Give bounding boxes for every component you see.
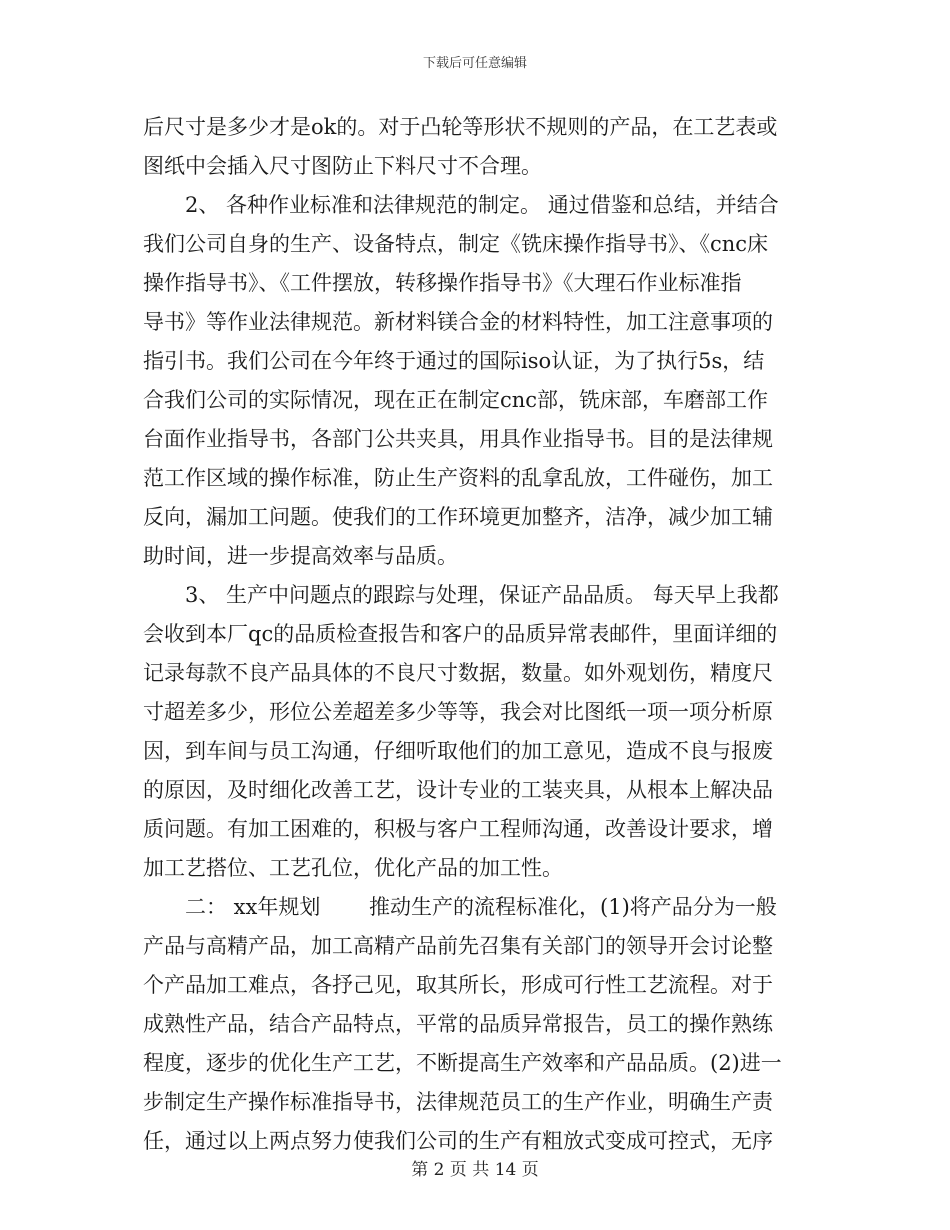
text-line: 合我们公司的实际情况，现在正在制定cnc部，铣床部，车磨部工作 — [143, 388, 769, 412]
text-line: 产品与高精产品，加工高精产品前先召集有关部门的领导开会讨论整 — [143, 934, 773, 958]
text-line: 指引书。我们公司在今年终于通过的国际iso认证，为了执行5s，结 — [143, 349, 765, 373]
text-line: 会收到本厂qc的品质检查报告和客户的品质异常表邮件，里面详细的 — [143, 622, 778, 646]
text-line: 的原因，及时细化改善工艺，设计专业的工装夹具，从根本上解决品 — [143, 778, 773, 802]
text-line: 寸超差多少，形位公差超差多少等等，我会对比图纸一项一项分析原 — [143, 700, 773, 724]
text-line: 助时间，进一步提高效率与品质。 — [143, 544, 458, 568]
document-body — [143, 108, 815, 1161]
text-line: 后尺寸是多少才是ok的。对于凸轮等形状不规则的产品，在工艺表或 — [143, 115, 778, 139]
text-line: 导书》等作业法律规范。新材料镁合金的材料特性，加工注意事项的 — [143, 310, 773, 334]
text-line: 质问题。有加工困难的，积极与客户工程师沟通，改善设计要求，增 — [143, 817, 773, 841]
page-footer: 第 2 页 共 14 页 — [411, 1160, 539, 1180]
text-line: 操作指导书》、《工件摆放，转移操作指导书》《大理石作业标准指 — [143, 271, 742, 295]
text-line: 因，到车间与员工沟通，仔细听取他们的加工意见，造成不良与报废 — [143, 739, 773, 763]
text-line: 步制定生产操作标准指导书，法律规范员工的生产作业，明确生产责 — [143, 1090, 773, 1114]
text-line: 任，通过以上两点努力使我们公司的生产有粗放式变成可控式，无序 — [143, 1129, 773, 1153]
text-line: 加工艺搭位、工艺孔位，优化产品的加工性。 — [143, 856, 563, 880]
text-line: 范工作区域的操作标准，防止生产资料的乱拿乱放，工件碰伤，加工 — [143, 466, 773, 490]
text-line: 2、 各种作业标准和法律规范的制定。 通过借鉴和总结，并结合 — [185, 193, 779, 217]
page-header: 下载后可任意编辑 — [422, 56, 527, 71]
text-line: 反向，漏加工问题。使我们的工作环境更加整齐，洁净，减少加工辅 — [143, 505, 773, 529]
text-line: 二： xx年规划 推动生产的流程标准化，(1)将产品分为一般 — [185, 895, 777, 919]
text-line: 图纸中会插入尺寸图防止下料尺寸不合理。 — [143, 154, 542, 178]
text-line: 程度，逐步的优化生产工艺，不断提高生产效率和产品品质。(2)进一 — [143, 1051, 782, 1075]
text-line: 记录每款不良产品具体的不良尺寸数据，数量。如外观划伤，精度尺 — [143, 661, 773, 685]
text-line: 成熟性产品，结合产品特点，平常的品质异常报告，员工的操作熟练 — [143, 1012, 773, 1036]
text-line: 3、 生产中问题点的跟踪与处理，保证产品品质。 每天早上我都 — [185, 583, 779, 607]
text-line: 台面作业指导书，各部门公共夹具，用具作业指导书。目的是法律规 — [143, 427, 773, 451]
text-line: 我们公司自身的生产、设备特点，制定《铣床操作指导书》、《cnc床 — [143, 232, 769, 256]
text-line: 个产品加工难点，各抒己见，取其所长，形成可行性工艺流程。对于 — [143, 973, 773, 997]
